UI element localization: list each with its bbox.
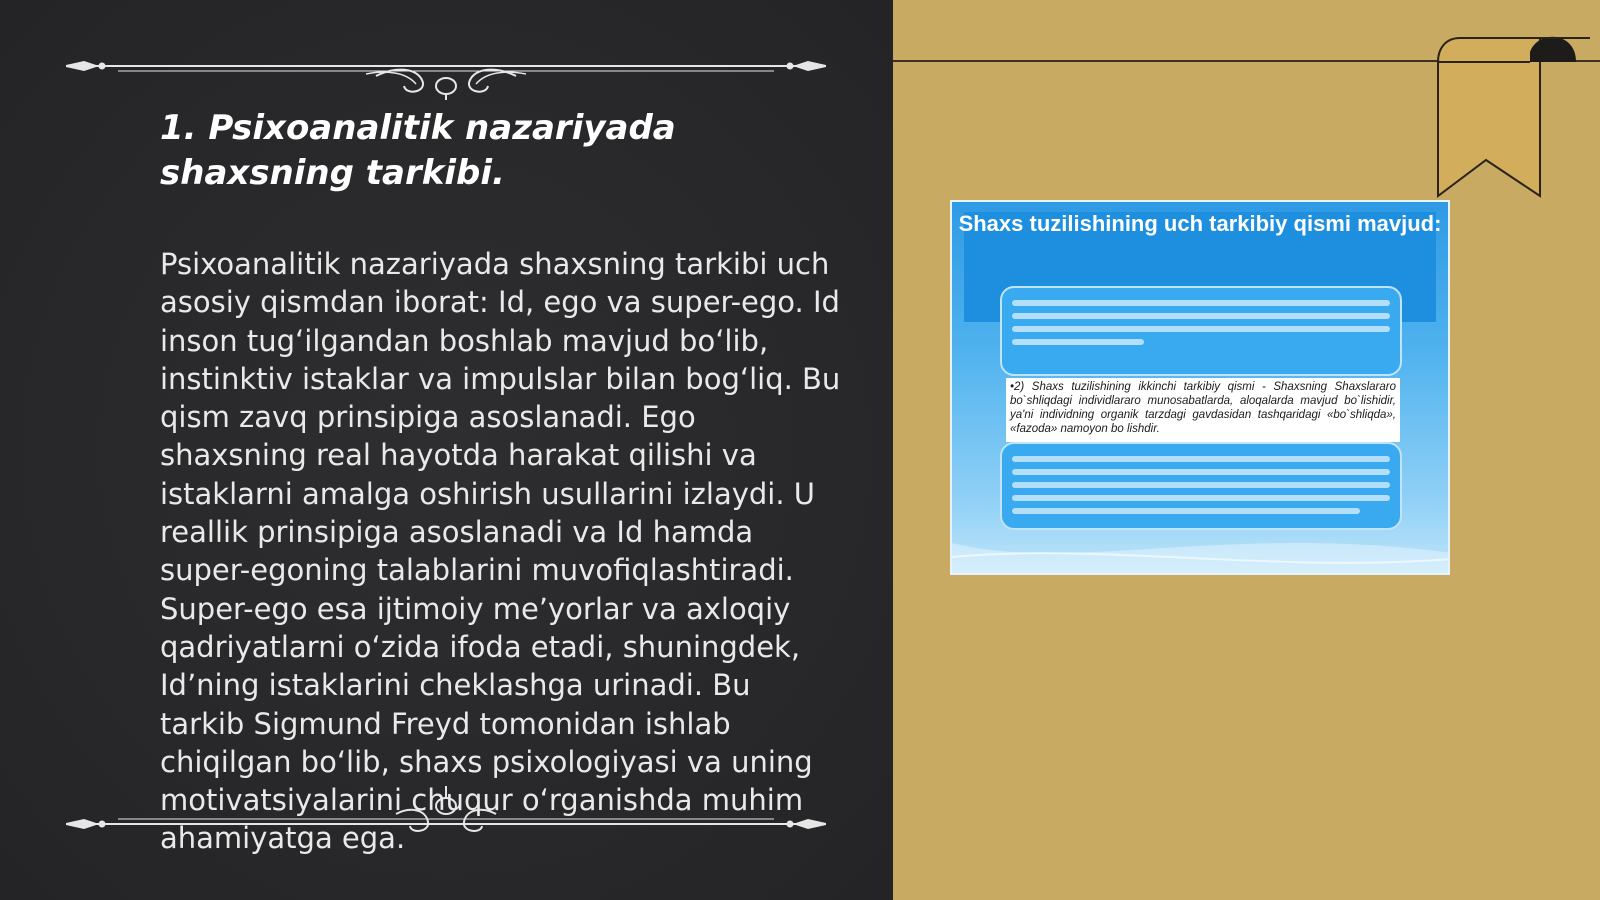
image-wave-decoration [952,523,1450,573]
bookmark-ribbon-icon [1430,28,1600,208]
slide-title: 1. Psixoanalitik nazariyada shaxsning tarkibi. [160,108,676,193]
slide-image [950,200,1450,575]
image-heading: Shaxs tuzilishining uch tarkibiy qismi mavjud: [958,211,1442,236]
top-ornament-icon [66,40,826,100]
image-text-box-3 [1000,442,1402,530]
image-middle-text: •2) Shaxs tuzilishining ikkinchi tarkibiy qismi - Shaxsning Shaxslararo bo`shliqdagi individlararo munosabatlarda, aloqalarda mavjud bo`lishidir, ya'ni individning organik tarzdagi gavdasidan tashqaridagi «bo`shliqda», «fazoda» namoyon bo lishdir. [1010,381,1396,435]
image-text-box-1 [1000,286,1402,376]
slide-body-text: Psixoanalitik nazariyada shaxsning tarkibi uch asosiy qismdan iborat: Id, ego va super-ego. Id inson tug‘ilgandan boshlab mavjud bo‘lib, instinktiv istaklar va impulslar bilan bog‘liq. Bu qism zavq prinsipiga asoslanadi. Ego shaxsning real hayotda harakat qilishi va istaklarni amalga oshirish usullarini izlaydi. U reallik prinsipiga asoslanadi va Id hamda super-egoning talablarini muvofiqlashtiradi. Super-ego esa ijtimoiy me’yorlar va axloqiy qadriyatlarni o‘zida ifoda etadi, shuningdek, Id’ning istaklarini cheklashga urinadi. Bu tarkib Sigmund Freyd tomonidan ishlab chiqilgan bo‘lib, shaxs psixologiyasi va uning motivatsiyalarini chuqur o‘rganishda muhim ahamiyatga ega. [160,247,841,856]
image-text-box-2 [1006,378,1400,442]
